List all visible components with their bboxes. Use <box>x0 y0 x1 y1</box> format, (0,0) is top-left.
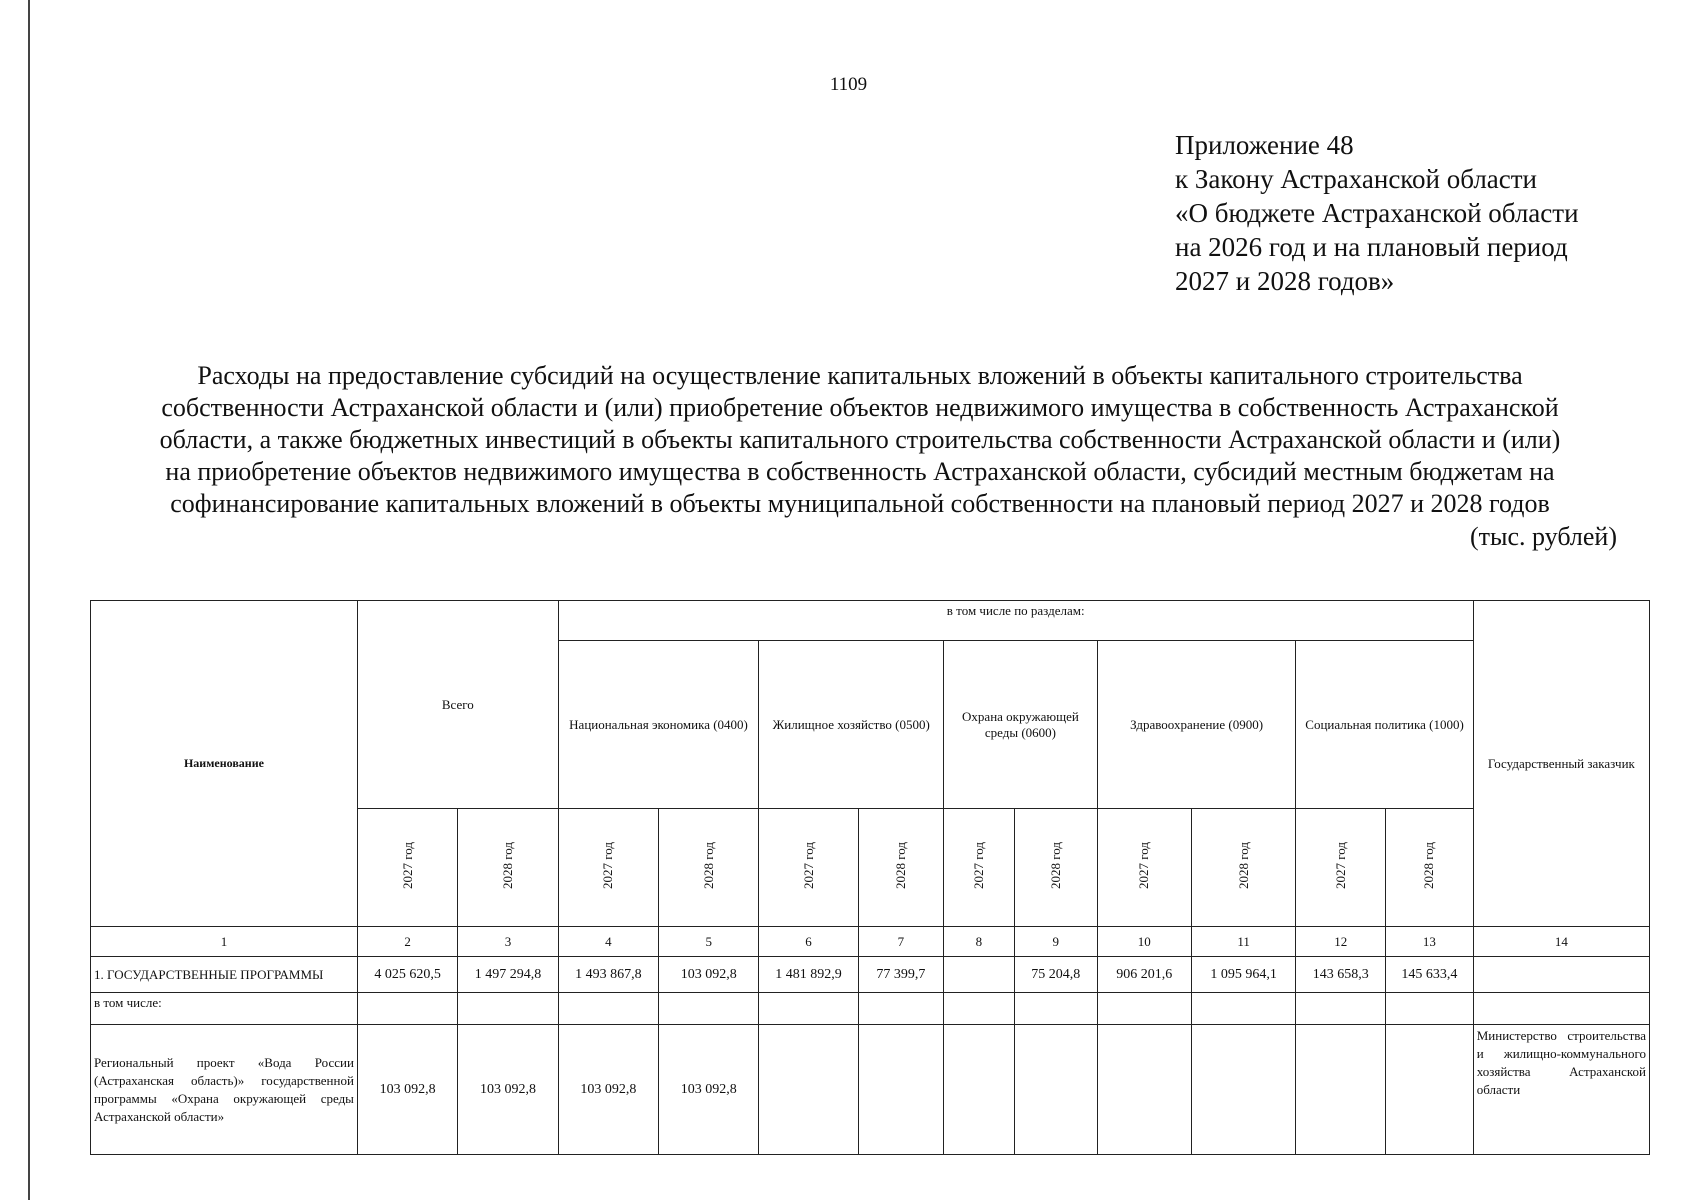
value-cell <box>858 1025 943 1155</box>
year-header <box>759 809 858 927</box>
value-cell: 103 092,8 <box>659 1025 759 1155</box>
year-header <box>1191 809 1296 927</box>
empty-cell <box>659 993 759 1025</box>
year-header <box>1296 809 1386 927</box>
empty-cell <box>1014 993 1097 1025</box>
value-cell: 145 633,4 <box>1386 957 1474 993</box>
column-number: 8 <box>944 927 1014 957</box>
empty-cell <box>858 993 943 1025</box>
value-cell: 4 025 620,5 <box>357 957 457 993</box>
value-cell: 103 092,8 <box>558 1025 658 1155</box>
year-label: 2027 год <box>600 842 616 889</box>
customer-cell: Министерство строительства и жилищно-коммунального хозяйства Астраханской области <box>1473 1025 1649 1155</box>
empty-cell <box>558 993 658 1025</box>
value-cell: 906 201,6 <box>1097 957 1191 993</box>
column-number: 6 <box>759 927 858 957</box>
year-label: 2028 год <box>700 842 716 889</box>
year-header <box>458 809 558 927</box>
value-cell: 1 095 964,1 <box>1191 957 1296 993</box>
section-header: Социальная политика (1000) <box>1296 641 1473 809</box>
year-header <box>1386 809 1474 927</box>
value-cell <box>1386 1025 1474 1155</box>
column-number: 14 <box>1473 927 1649 957</box>
column-number: 3 <box>458 927 558 957</box>
value-cell: 77 399,7 <box>858 957 943 993</box>
value-cell: 1 481 892,9 <box>759 957 858 993</box>
appendix-line: на 2026 год и на плановый период <box>1175 232 1568 262</box>
column-number: 7 <box>858 927 943 957</box>
table-row-regional-project <box>91 1025 1650 1155</box>
column-number: 10 <box>1097 927 1191 957</box>
value-cell: 103 092,8 <box>357 1025 457 1155</box>
units-label: (тыс. рублей) <box>1469 522 1617 551</box>
year-header <box>858 809 943 927</box>
year-header <box>1014 809 1097 927</box>
year-header <box>1097 809 1191 927</box>
column-number: 5 <box>659 927 759 957</box>
value-cell <box>1296 1025 1386 1155</box>
column-number: 4 <box>558 927 658 957</box>
section-header: Здравоохранение (0900) <box>1097 641 1296 809</box>
year-label: 2027 год <box>800 842 816 889</box>
left-margin-line <box>28 0 30 1200</box>
appendix-line: Приложение 48 <box>1175 130 1354 160</box>
value-cell <box>1014 1025 1097 1155</box>
appendix-line: «О бюджете Астраханской области <box>1175 198 1579 228</box>
year-label: 2028 год <box>1421 842 1437 889</box>
value-cell: 1 497 294,8 <box>458 957 558 993</box>
column-header-name: Наименование <box>91 601 358 927</box>
year-header <box>357 809 457 927</box>
title-line: Расходы на предоставление субсидий на осуществление капитальных вложений в объекты капитального строительства <box>197 361 1523 390</box>
table-row-state-programs <box>91 957 1650 993</box>
year-label: 2028 год <box>1235 842 1251 889</box>
column-number: 2 <box>357 927 457 957</box>
customer-cell <box>1473 957 1649 993</box>
empty-cell <box>458 993 558 1025</box>
budget-table <box>90 600 1650 1155</box>
page-number: 1109 <box>829 74 868 95</box>
year-label: 2027 год <box>1136 842 1152 889</box>
value-cell: 75 204,8 <box>1014 957 1097 993</box>
column-number: 12 <box>1296 927 1386 957</box>
empty-cell <box>1191 993 1296 1025</box>
year-label: 2027 год <box>399 842 415 889</box>
value-cell <box>759 1025 858 1155</box>
document-title <box>100 360 1620 520</box>
appendix-line: к Закону Астраханской области <box>1175 164 1538 194</box>
section-header: Национальная экономика (0400) <box>558 641 759 809</box>
value-cell <box>944 957 1014 993</box>
row-name: Региональный проект «Вода России (Астраханская область)» государственной программы «Охрана окружающей среды Астраханской области» <box>91 1025 358 1155</box>
column-header-customer: Государственный заказчик <box>1473 601 1649 927</box>
title-line: на приобретение объектов недвижимого имущества в собственность Астраханской области, субсидий местным бюджетам на <box>165 457 1555 486</box>
year-label: 2027 год <box>970 842 986 889</box>
year-label: 2028 год <box>1047 842 1063 889</box>
header-row <box>91 601 1650 641</box>
section-header: Жилищное хозяйство (0500) <box>759 641 944 809</box>
value-cell: 143 658,3 <box>1296 957 1386 993</box>
year-label: 2028 год <box>499 842 515 889</box>
appendix-line: 2027 и 2028 годов» <box>1175 266 1395 296</box>
empty-cell <box>1097 993 1191 1025</box>
title-line: собственности Астраханской области и (или) приобретение объектов недвижимого имущества в собственность Астраханской <box>161 393 1559 422</box>
value-cell <box>944 1025 1014 1155</box>
empty-cell <box>944 993 1014 1025</box>
column-number: 13 <box>1386 927 1474 957</box>
title-line: области, а также бюджетных инвестиций в объекты капитального строительства собственности Астраханской области и (или) <box>159 425 1561 454</box>
year-header <box>944 809 1014 927</box>
column-header-by-sections: в том числе по разделам: <box>558 601 1473 641</box>
year-label: 2028 год <box>892 842 908 889</box>
column-number: 11 <box>1191 927 1296 957</box>
empty-cell <box>759 993 858 1025</box>
value-cell: 1 493 867,8 <box>558 957 658 993</box>
column-number: 9 <box>1014 927 1097 957</box>
column-numbers-row <box>91 927 1650 957</box>
section-header: Охрана окружающей среды (0600) <box>944 641 1098 809</box>
year-label: 2027 год <box>1332 842 1348 889</box>
title-line: софинансирование капитальных вложений в объекты муниципальной собственности на плановый период 2027 и 2028 годов <box>170 489 1550 518</box>
column-number: 1 <box>91 927 358 957</box>
empty-cell <box>1296 993 1386 1025</box>
empty-cell <box>357 993 457 1025</box>
value-cell <box>1097 1025 1191 1155</box>
value-cell: 103 092,8 <box>458 1025 558 1155</box>
row-name: в том числе: <box>91 993 358 1025</box>
year-header <box>659 809 759 927</box>
appendix-heading <box>1175 128 1579 298</box>
table-row-including <box>91 993 1650 1025</box>
value-cell: 103 092,8 <box>659 957 759 993</box>
empty-cell <box>1473 993 1649 1025</box>
value-cell <box>1191 1025 1296 1155</box>
row-name: 1. ГОСУДАРСТВЕННЫЕ ПРОГРАММЫ <box>91 957 358 993</box>
column-header-total: Всего <box>357 601 558 809</box>
empty-cell <box>1386 993 1474 1025</box>
year-header <box>558 809 658 927</box>
